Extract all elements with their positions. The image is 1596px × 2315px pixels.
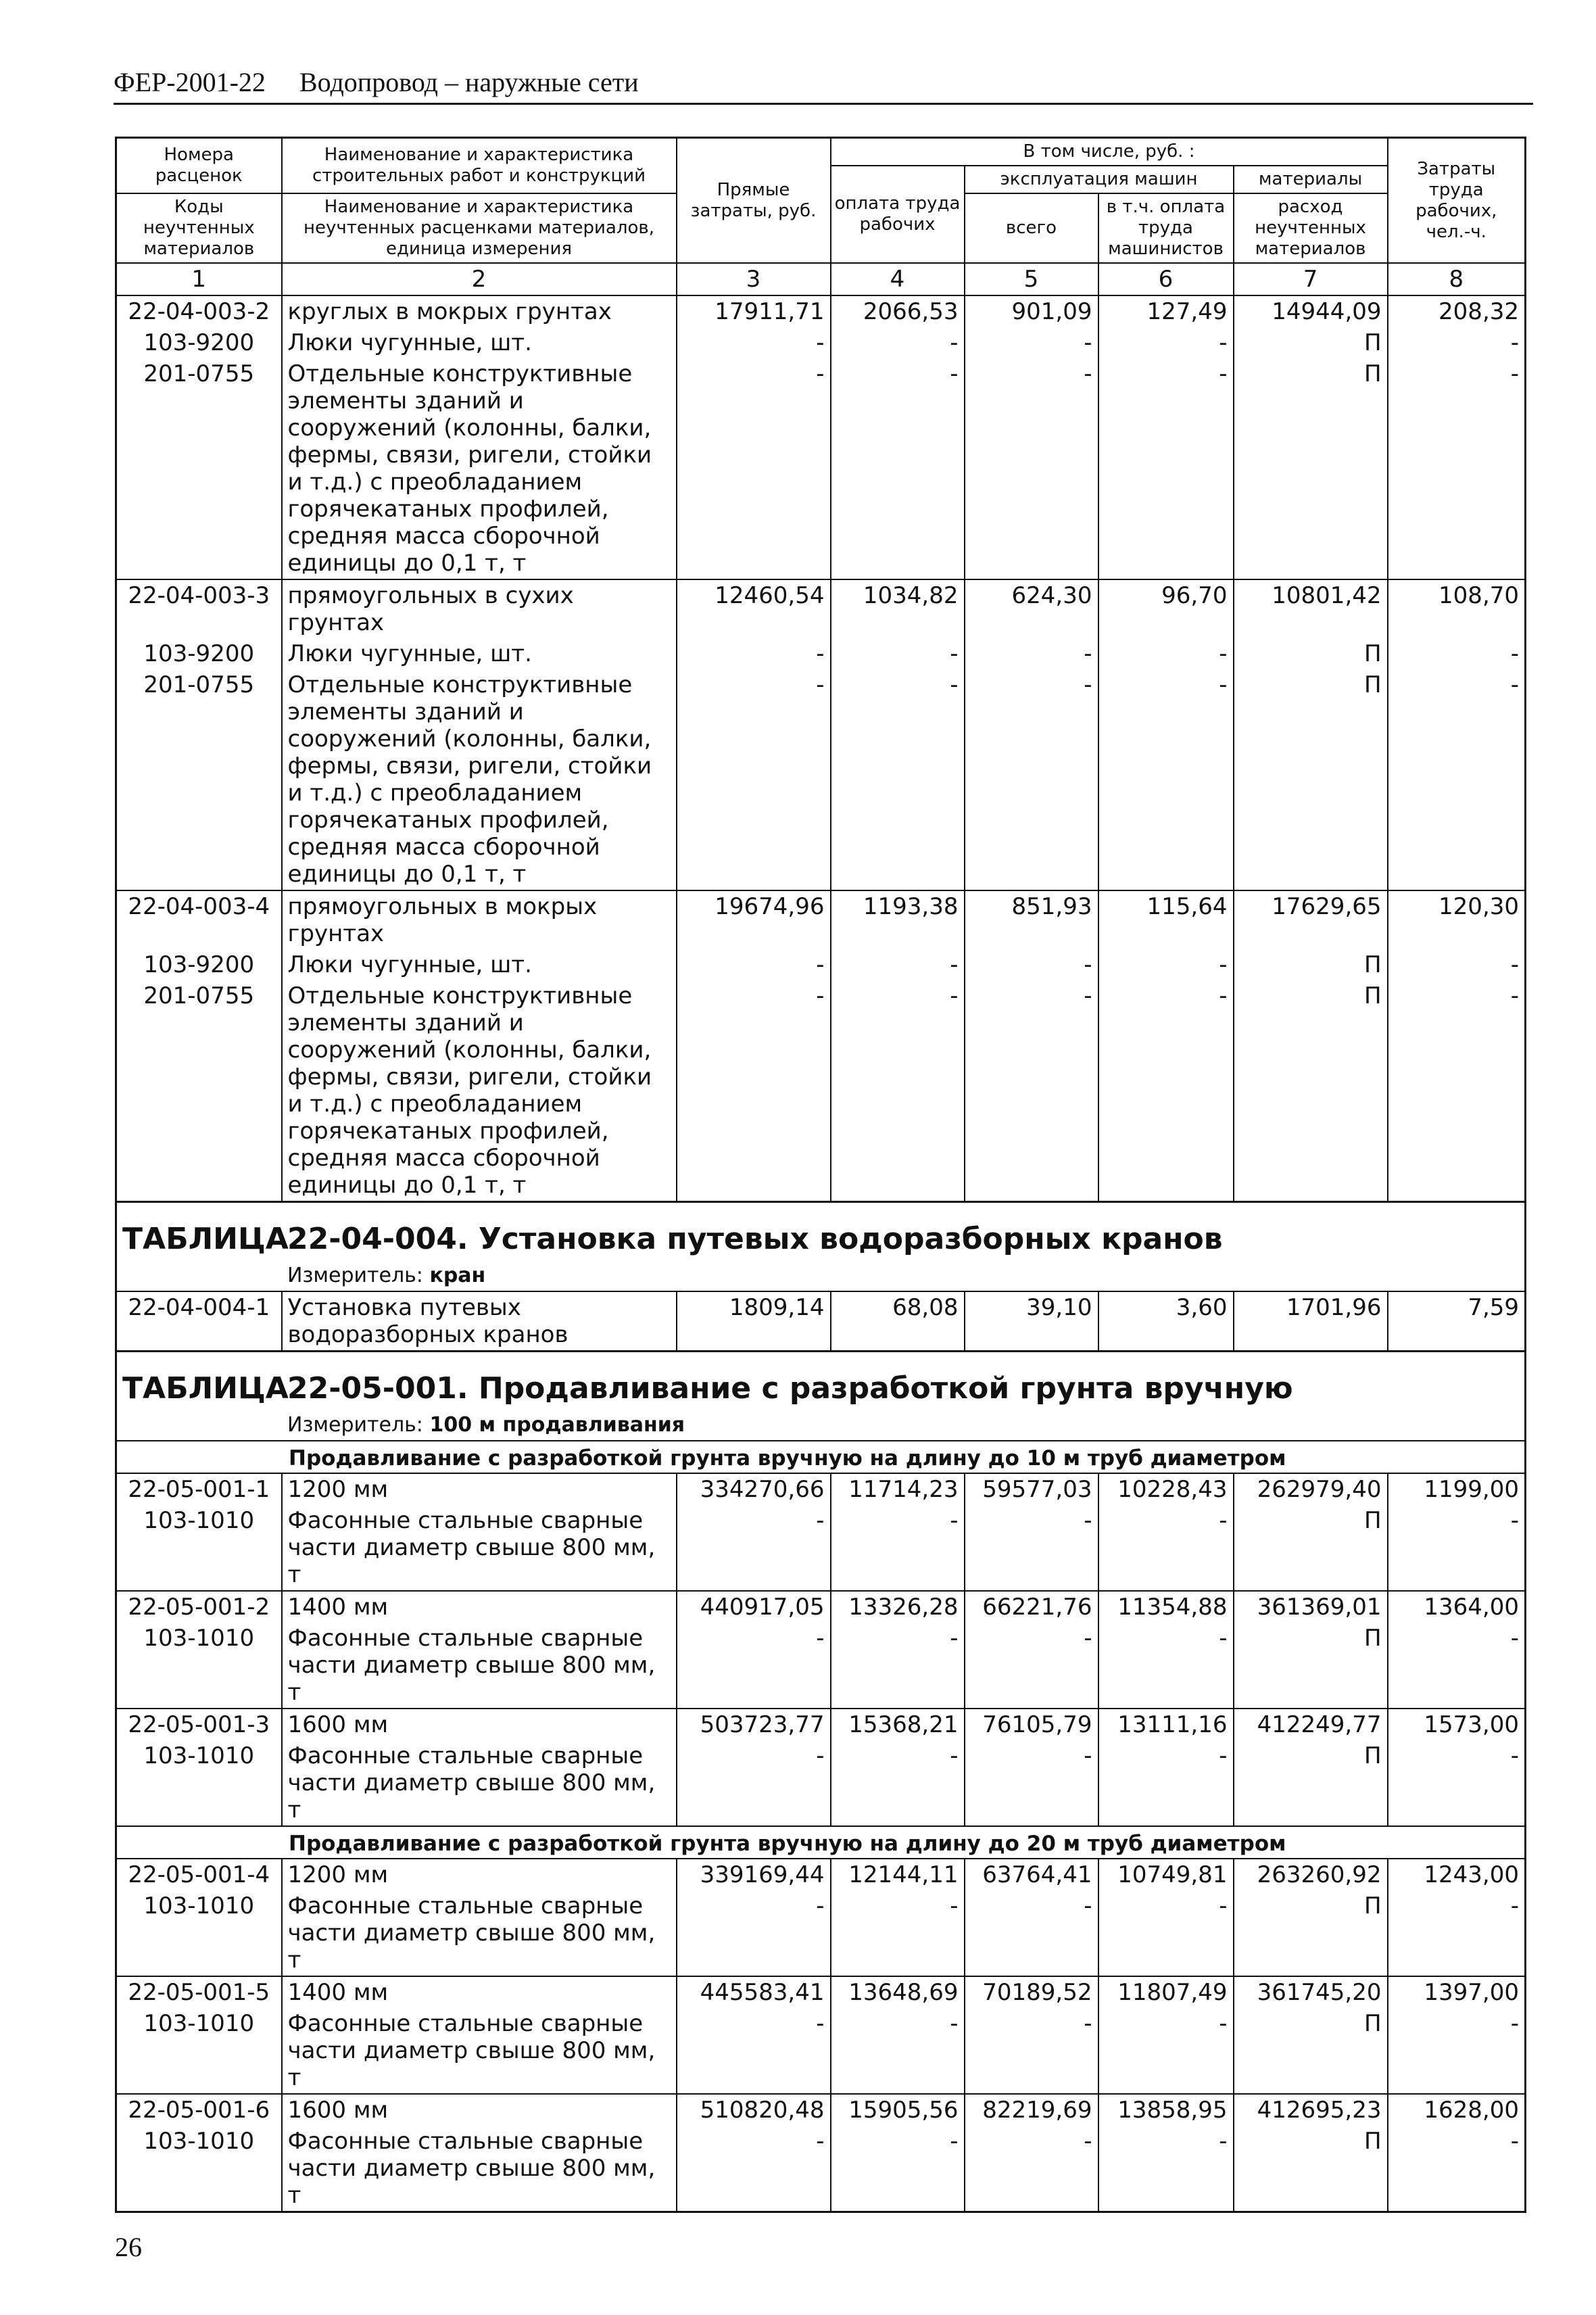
rate-code: 22-04-004-1 — [116, 1291, 282, 1352]
value-cell: - — [1388, 1740, 1526, 1826]
machinist-pay: 11354,88 — [1098, 1591, 1234, 1623]
incl-group-header: В том числе, руб. : — [831, 138, 1388, 166]
direct-costs: 510820,48 — [677, 2094, 831, 2126]
direct-costs: 440917,05 — [677, 1591, 831, 1623]
measure-prefix: Измеритель: — [287, 1264, 423, 1287]
material-name: Фасонные стальные сварные части диаметр свыше 800 мм, т — [282, 2126, 677, 2212]
machines-total: 66221,76 — [965, 1591, 1098, 1623]
direct-costs: 339169,44 — [677, 1859, 831, 1890]
table-title: 22-05-001. Продавливание с разработкой грунта вручную — [287, 1371, 1293, 1406]
table-row — [116, 890, 1526, 949]
machinist-pay: 11807,49 — [1098, 1976, 1234, 2008]
rate-code: 22-05-001-5 — [116, 1976, 282, 2008]
value-cell: - — [831, 1740, 965, 1826]
direct-costs: 12460,54 — [677, 579, 831, 638]
material-name: Отдельные конструктивные элементы зданий и сооружений (колонны, балки, фермы, связи, ригели, стойки и т.д.) с преобладанием горячекатаных профилей, средняя масса сборочной единицы до 0,1 т, т — [282, 358, 677, 579]
material-row: 103-9200 Люки чугунные, шт. - - - - П - — [116, 327, 1526, 358]
work-name: 1200 мм — [282, 1473, 677, 1505]
materials: 14944,09 — [1234, 295, 1388, 327]
value-cell: П — [1234, 1890, 1388, 1976]
material-code: 103-1010 — [116, 1505, 282, 1591]
labor-pay: 68,08 — [831, 1291, 965, 1352]
running-header — [114, 65, 1533, 105]
labor-hours: 1364,00 — [1388, 1591, 1526, 1623]
column-number: 8 — [1388, 263, 1526, 295]
column-number: 1 — [116, 263, 282, 295]
col-machinist-pay-header: в т.ч. оплата труда машинистов — [1098, 193, 1234, 263]
material-row — [116, 2126, 1526, 2212]
work-name: прямоугольных в мокрых грунтах — [282, 890, 677, 949]
material-row — [116, 1505, 1526, 1591]
machinist-pay: 13858,95 — [1098, 2094, 1234, 2126]
materials: 361745,20 — [1234, 1976, 1388, 2008]
labor-hours: 1628,00 — [1388, 2094, 1526, 2126]
material-row — [116, 1740, 1526, 1826]
col-rate-numbers-header: Номера расценок — [116, 138, 282, 194]
doc-code: ФЕР-2001-22 — [114, 67, 266, 97]
material-code: 103-9200 — [116, 949, 282, 980]
labor-pay: 11714,23 — [831, 1473, 965, 1505]
material-code: 103-1010 — [116, 1623, 282, 1709]
material-code: 201-0755 — [116, 669, 282, 890]
material-row: 103-9200 Люки чугунные, шт. - - - - П - — [116, 949, 1526, 980]
labor-hours: 1397,00 — [1388, 1976, 1526, 2008]
value-cell: П — [1234, 2126, 1388, 2212]
value-cell: - — [965, 2008, 1098, 2094]
table-row — [116, 1291, 1526, 1352]
measure-row — [116, 1261, 1526, 1291]
machines-total: 59577,03 — [965, 1473, 1098, 1505]
value-cell: П — [1234, 1740, 1388, 1826]
col-material-codes-header: Коды неучтенных материалов — [116, 193, 282, 263]
machines-total: 63764,41 — [965, 1859, 1098, 1890]
work-name: 1400 мм — [282, 1976, 677, 2008]
material-row: 201-0755 Отдельные конструктивные элементы зданий и сооружений (колонны, балки, фермы, связи, ригели, стойки и т.д.) с преобладанием горячекатаных профилей, средняя масса сборочной единицы до 0,1 т, т - - - - П - — [116, 980, 1526, 1202]
materials: 262979,40 — [1234, 1473, 1388, 1505]
subsection-heading: Продавливание с разработкой грунта вручную на длину до 10 м труб диаметром — [116, 1441, 1526, 1473]
column-number: 4 — [831, 263, 965, 295]
value-cell: - — [677, 1890, 831, 1976]
materials: 361369,01 — [1234, 1591, 1388, 1623]
measure-prefix: Измеритель: — [287, 1413, 423, 1437]
col-machines-total-header: всего — [965, 193, 1098, 263]
material-row — [116, 1623, 1526, 1709]
work-name: 1600 мм — [282, 2094, 677, 2126]
table-label: ТАБЛИЦА — [122, 1222, 289, 1256]
rate-code: 22-05-001-4 — [116, 1859, 282, 1890]
value-cell: - — [677, 1623, 831, 1709]
machines-total: 39,10 — [965, 1291, 1098, 1352]
column-number: 2 — [282, 263, 677, 295]
subsection-heading: Продавливание с разработкой грунта вручную на длину до 20 м труб диаметром — [116, 1826, 1526, 1859]
rates-table — [115, 137, 1526, 2213]
table-22-04-004 — [116, 1202, 1526, 1352]
labor-pay: 1193,38 — [831, 890, 965, 949]
labor-pay: 2066,53 — [831, 295, 965, 327]
value-cell: - — [677, 1740, 831, 1826]
table-title-row — [116, 1202, 1526, 1262]
value-cell: - — [1098, 2126, 1234, 2212]
work-name: 1600 мм — [282, 1709, 677, 1740]
material-name: Люки чугунные, шт. — [282, 949, 677, 980]
rate-code: 22-05-001-1 — [116, 1473, 282, 1505]
value-cell: - — [677, 2008, 831, 2094]
value-cell: - — [1098, 2008, 1234, 2094]
labor-pay: 15368,21 — [831, 1709, 965, 1740]
labor-pay: 13326,28 — [831, 1591, 965, 1623]
value-cell: - — [1098, 1740, 1234, 1826]
material-code: 103-1010 — [116, 2008, 282, 2094]
rate-code: 22-05-001-3 — [116, 1709, 282, 1740]
material-row: 201-0755 Отдельные конструктивные элементы зданий и сооружений (колонны, балки, фермы, связи, ригели, стойки и т.д.) с преобладанием горячекатаных профилей, средняя масса сборочной единицы до 0,1 т, т - - - - П - — [116, 669, 1526, 890]
material-row — [116, 1890, 1526, 1976]
table-row — [116, 579, 1526, 638]
measure-value: 100 м продавливания — [429, 1413, 685, 1437]
col-labor-pay-header: оплата труда рабочих — [831, 166, 965, 263]
material-row: 103-9200 Люки чугунные, шт. - - - - П - — [116, 638, 1526, 669]
value-cell: - — [965, 1623, 1098, 1709]
measure-row — [116, 1410, 1526, 1441]
materials-group-header: материалы — [1234, 166, 1388, 193]
table-row — [116, 1473, 1526, 1505]
value-cell: - — [1388, 2126, 1526, 2212]
direct-costs: 503723,77 — [677, 1709, 831, 1740]
rate-code: 22-04-003-2 — [116, 295, 282, 327]
material-name: Отдельные конструктивные элементы зданий и сооружений (колонны, балки, фермы, связи, ригели, стойки и т.д.) с преобладанием горячекатаных профилей, средняя масса сборочной единицы до 0,1 т, т — [282, 669, 677, 890]
value-cell: - — [831, 1623, 965, 1709]
value-cell: - — [1388, 1623, 1526, 1709]
table-title: 22-04-004. Установка путевых водоразборных кранов — [287, 1222, 1223, 1256]
material-name: Люки чугунные, шт. — [282, 327, 677, 358]
col-work-name-header: Наименование и характеристика строительных работ и конструкций — [282, 138, 677, 194]
direct-costs: 334270,66 — [677, 1473, 831, 1505]
value-cell: - — [831, 1890, 965, 1976]
machinist-pay: 3,60 — [1098, 1291, 1234, 1352]
value-cell: - — [965, 2126, 1098, 2212]
materials: 17629,65 — [1234, 890, 1388, 949]
machines-total: 76105,79 — [965, 1709, 1098, 1740]
machines-total: 624,30 — [965, 579, 1098, 638]
labor-hours: 1573,00 — [1388, 1709, 1526, 1740]
material-name: Фасонные стальные сварные части диаметр свыше 800 мм, т — [282, 1623, 677, 1709]
labor-hours: 1243,00 — [1388, 1859, 1526, 1890]
value-cell: П — [1234, 1623, 1388, 1709]
rate-code: 22-05-001-6 — [116, 2094, 282, 2126]
value-cell: - — [831, 2126, 965, 2212]
column-numbers-row — [116, 263, 1526, 295]
material-row: 201-0755 Отдельные конструктивные элементы зданий и сооружений (колонны, балки, фермы, связи, ригели, стойки и т.д.) с преобладанием горячекатаных профилей, средняя масса сборочной единицы до 0,1 т, т - - - - П - — [116, 358, 1526, 579]
machinist-pay: 10749,81 — [1098, 1859, 1234, 1890]
value-cell: - — [965, 1740, 1098, 1826]
column-number: 6 — [1098, 263, 1234, 295]
machinist-pay: 127,49 — [1098, 295, 1234, 327]
rate-code: 22-05-001-2 — [116, 1591, 282, 1623]
material-name: Фасонные стальные сварные части диаметр свыше 800 мм, т — [282, 1890, 677, 1976]
machines-total: 82219,69 — [965, 2094, 1098, 2126]
value-cell: - — [1388, 2008, 1526, 2094]
measure-value: кран — [429, 1264, 486, 1287]
table-title-row — [116, 1352, 1526, 1411]
section-22-04-003 — [116, 295, 1526, 1202]
labor-pay: 1034,82 — [831, 579, 965, 638]
table-22-05-001 — [116, 1352, 1526, 2212]
value-cell: - — [1388, 1890, 1526, 1976]
material-code: 201-0755 — [116, 980, 282, 1202]
labor-pay: 13648,69 — [831, 1976, 965, 2008]
work-name: 1400 мм — [282, 1591, 677, 1623]
labor-hours: 208,32 — [1388, 295, 1526, 327]
table-header — [116, 138, 1526, 296]
table-row — [116, 1976, 1526, 2008]
work-name: круглых в мокрых грунтах — [282, 295, 677, 327]
table-row — [116, 2094, 1526, 2126]
work-name: 1200 мм — [282, 1859, 677, 1890]
value-cell: - — [965, 1505, 1098, 1591]
col-direct-costs-header: Прямые затраты, руб. — [677, 138, 831, 264]
table-row — [116, 1709, 1526, 1740]
material-code: 103-9200 — [116, 327, 282, 358]
value-cell: - — [831, 2008, 965, 2094]
column-number: 3 — [677, 263, 831, 295]
col-materials-header: расход неучтенных материалов — [1234, 193, 1388, 263]
direct-costs: 17911,71 — [677, 295, 831, 327]
value-cell: - — [1098, 1890, 1234, 1976]
direct-costs: 445583,41 — [677, 1976, 831, 2008]
work-name: Установка путевых водоразборных кранов — [282, 1291, 677, 1352]
material-name: Фасонные стальные сварные части диаметр свыше 800 мм, т — [282, 1740, 677, 1826]
materials: 10801,42 — [1234, 579, 1388, 638]
material-name: Люки чугунные, шт. — [282, 638, 677, 669]
materials: 412249,77 — [1234, 1709, 1388, 1740]
materials: 263260,92 — [1234, 1859, 1388, 1890]
labor-hours: 120,30 — [1388, 890, 1526, 949]
material-code: 103-1010 — [116, 2126, 282, 2212]
value-cell: - — [677, 2126, 831, 2212]
table-row — [116, 1591, 1526, 1623]
value-cell: - — [1388, 1505, 1526, 1591]
table-row — [116, 295, 1526, 327]
machines-total: 901,09 — [965, 295, 1098, 327]
direct-costs: 19674,96 — [677, 890, 831, 949]
machinist-pay: 115,64 — [1098, 890, 1234, 949]
col-material-name-header: Наименование и характеристика неучтенных расценками материалов, единица измерения — [282, 193, 677, 263]
page-number: 26 — [115, 2232, 142, 2262]
column-number: 5 — [965, 263, 1098, 295]
table-row — [116, 1859, 1526, 1890]
materials: 412695,23 — [1234, 2094, 1388, 2126]
material-code: 201-0755 — [116, 358, 282, 579]
column-number: 7 — [1234, 263, 1388, 295]
labor-pay: 12144,11 — [831, 1859, 965, 1890]
material-row — [116, 2008, 1526, 2094]
material-code: 103-1010 — [116, 1890, 282, 1976]
section-title: Водопровод – наружные сети — [299, 67, 639, 97]
value-cell: - — [1098, 1623, 1234, 1709]
machines-group-header: эксплуатация машин — [965, 166, 1234, 193]
materials: 1701,96 — [1234, 1291, 1388, 1352]
machinist-pay: 10228,43 — [1098, 1473, 1234, 1505]
rate-code: 22-04-003-4 — [116, 890, 282, 949]
machines-total: 851,93 — [965, 890, 1098, 949]
work-name: прямоугольных в сухих грунтах — [282, 579, 677, 638]
machines-total: 70189,52 — [965, 1976, 1098, 2008]
machinist-pay: 13111,16 — [1098, 1709, 1234, 1740]
labor-hours: 108,70 — [1388, 579, 1526, 638]
material-code: 103-9200 — [116, 638, 282, 669]
material-name: Отдельные конструктивные элементы зданий и сооружений (колонны, балки, фермы, связи, ригели, стойки и т.д.) с преобладанием горячекатаных профилей, средняя масса сборочной единицы до 0,1 т, т — [282, 980, 677, 1202]
direct-costs: 1809,14 — [677, 1291, 831, 1352]
value-cell: - — [1098, 1505, 1234, 1591]
material-code: 103-1010 — [116, 1740, 282, 1826]
value-cell: П — [1234, 1505, 1388, 1591]
value-cell: - — [677, 1505, 831, 1591]
value-cell: - — [831, 1505, 965, 1591]
material-name: Фасонные стальные сварные части диаметр свыше 800 мм, т — [282, 2008, 677, 2094]
rate-code: 22-04-003-3 — [116, 579, 282, 638]
value-cell: П — [1234, 2008, 1388, 2094]
value-cell: - — [965, 1890, 1098, 1976]
col-labor-hours-header: Затраты труда рабочих, чел.-ч. — [1388, 138, 1526, 264]
labor-hours: 1199,00 — [1388, 1473, 1526, 1505]
machinist-pay: 96,70 — [1098, 579, 1234, 638]
material-name: Фасонные стальные сварные части диаметр свыше 800 мм, т — [282, 1505, 677, 1591]
labor-pay: 15905,56 — [831, 2094, 965, 2126]
table-label: ТАБЛИЦА — [122, 1371, 289, 1406]
labor-hours: 7,59 — [1388, 1291, 1526, 1352]
